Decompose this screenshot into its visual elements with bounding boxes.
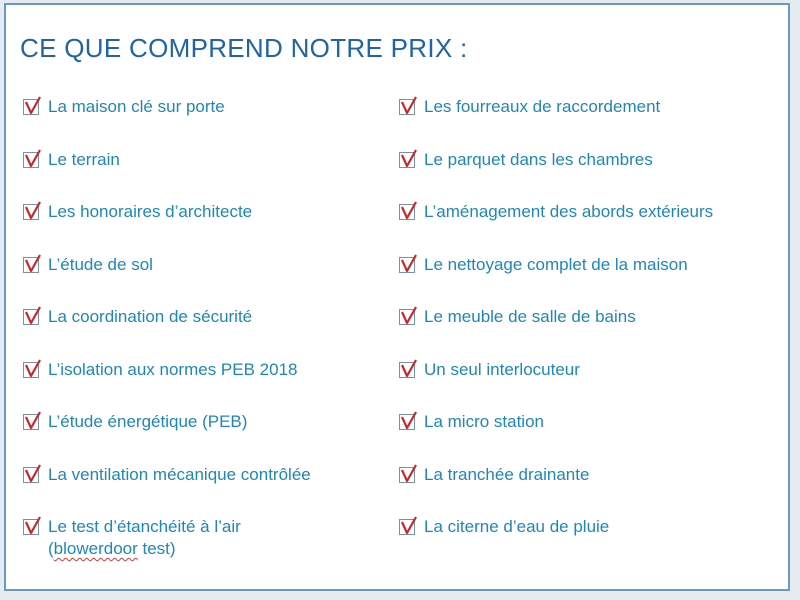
item-label: Le test d’étanchéité à l’air	[48, 517, 241, 536]
check-icon	[22, 96, 44, 118]
check-icon	[22, 464, 44, 486]
list-item	[398, 96, 778, 149]
item-label: Le meuble de salle de bains	[424, 307, 636, 326]
check-icon	[398, 411, 420, 433]
check-icon	[22, 201, 44, 223]
list-item	[22, 516, 382, 569]
document-frame	[4, 3, 790, 591]
item-label: Le parquet dans les chambres	[424, 149, 653, 169]
list-item	[22, 464, 382, 517]
item-label: Le terrain	[48, 149, 120, 169]
check-icon	[398, 149, 420, 171]
item-label: L’aménagement des abords extérieurs	[424, 202, 714, 221]
list-item	[22, 411, 382, 464]
item-label: La tranchée drainante	[424, 464, 590, 484]
spellcheck-word: blowerdoor	[53, 539, 138, 558]
item-label: La citerne d’eau de pluie	[424, 517, 610, 536]
check-icon	[22, 516, 44, 538]
left-column	[22, 96, 382, 569]
item-label: Les fourreaux de raccordement	[424, 97, 661, 116]
right-column	[398, 96, 778, 569]
page-title: CE QUE COMPREND NOTRE PRIX :	[20, 33, 468, 63]
list-item	[22, 306, 382, 359]
list-item	[22, 149, 382, 202]
check-icon	[398, 201, 420, 223]
check-icon	[398, 96, 420, 118]
list-item	[398, 411, 778, 464]
check-icon	[398, 254, 420, 276]
list-item	[398, 359, 778, 412]
item-label: La coordination de sécurité	[48, 307, 253, 326]
item-label: L’étude de sol	[48, 254, 153, 274]
item-label: La maison clé sur porte	[48, 97, 225, 116]
item-label: Un seul interlocuteur	[424, 359, 580, 379]
check-icon	[398, 516, 420, 538]
list-item	[398, 201, 778, 254]
check-icon	[398, 306, 420, 328]
item-label: Le nettoyage complet de la maison	[424, 254, 688, 274]
item-label: L’étude énergétique (PEB)	[48, 412, 248, 431]
check-icon	[22, 149, 44, 171]
list-item	[398, 149, 778, 202]
list-item	[22, 96, 382, 149]
check-icon	[398, 359, 420, 381]
check-icon	[22, 359, 44, 381]
check-icon	[22, 411, 44, 433]
list-item	[22, 254, 382, 307]
check-icon	[398, 464, 420, 486]
list-item	[398, 254, 778, 307]
check-icon	[22, 254, 44, 276]
list-item	[398, 306, 778, 359]
item-label: L’isolation aux normes PEB 2018	[48, 359, 298, 379]
list-item	[398, 516, 778, 569]
check-icon	[22, 306, 44, 328]
list-item	[22, 359, 382, 412]
item-label: La micro station	[424, 412, 544, 431]
item-label-continuation: (blowerdoor test)	[48, 539, 176, 558]
list-item	[22, 201, 382, 254]
item-label: Les honoraires d’architecte	[48, 202, 253, 221]
list-item	[398, 464, 778, 517]
item-label: La ventilation mécanique contrôlée	[48, 464, 311, 484]
